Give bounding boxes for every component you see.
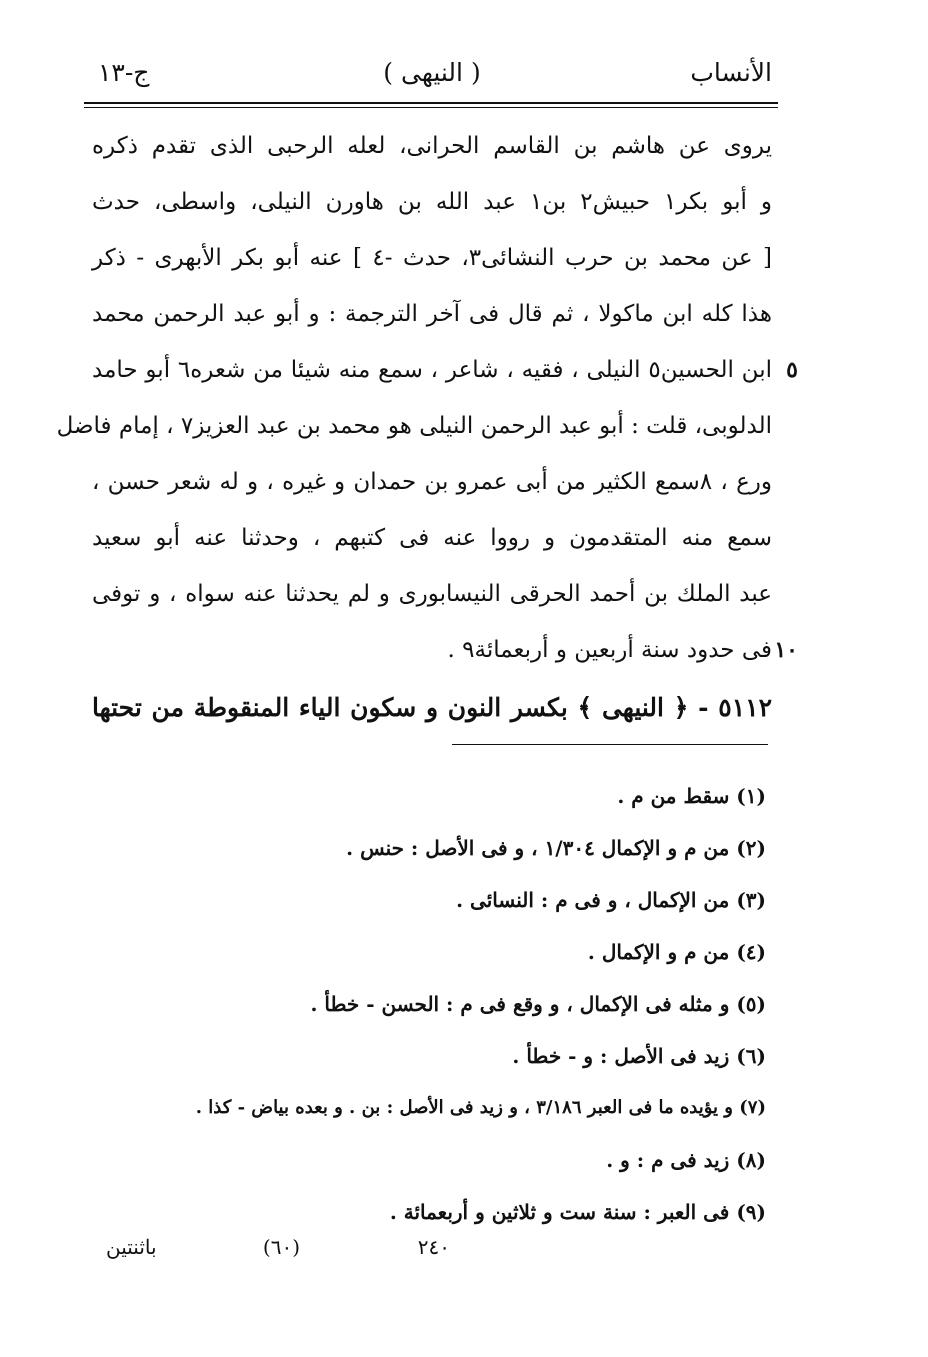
main-text: [56, 118, 798, 678]
footnote: (٢) من م و الإكمال ١/٣٠٤ ، و فى الأصل : حنس .: [346, 836, 766, 860]
signature-mark: (٦٠): [262, 1235, 300, 1259]
text-line: [92, 230, 772, 286]
entry-heading-line: ٥١١٢ - ﴿ النيهى ﴾ بكسر النون و سكون الياء المنقوطة من تحتها: [92, 693, 772, 722]
line-text: الدلوبى، قلت : أبو عبد الرحمن النيلى هو محمد بن عبد العزيز٧ ، إمام فاضل: [56, 413, 772, 439]
line-text: فى حدود سنة أربعين و أربعمائة٩ .: [447, 637, 772, 663]
text-line: [92, 342, 798, 398]
footnote: (١) سقط من م .: [617, 784, 766, 808]
text-line: [92, 286, 772, 342]
line-number: ١٠: [774, 637, 798, 663]
footnote: (٤) من م و الإكمال .: [587, 940, 766, 964]
line-text: هذا كله ابن ماكولا ، ثم قال فى آخر الترجمة : و أبو عبد الرحمن محمد: [92, 301, 772, 327]
footnote: (٦) زيد فى الأصل : و - خطأ .: [512, 1044, 766, 1068]
text-line: [92, 622, 798, 678]
footnotes: [80, 770, 766, 1238]
line-text: يروى عن هاشم بن القاسم الحرانى، لعله الرحبى الذى تقدم ذكره: [92, 133, 772, 159]
press-mark: باثنتين: [106, 1235, 157, 1259]
footnote: (٣) من الإكمال ، و فى م : النسائى .: [456, 888, 766, 912]
line-number: ٥: [786, 357, 798, 383]
footnote: (٨) زيد فى م : و .: [606, 1148, 766, 1172]
page-footer: [100, 1235, 780, 1265]
text-line: [92, 454, 772, 510]
running-header: [92, 58, 772, 98]
text-line: [56, 398, 772, 454]
line-text: و أبو بكر١ حبيش٢ بن١ عبد الله بن هاورن النيلى، واسطى، حدث: [92, 189, 772, 215]
page-number: ٢٤٠: [417, 1235, 450, 1259]
text-line: [92, 566, 772, 622]
text-line: [92, 510, 772, 566]
line-text: سمع منه المتقدمون و رووا عنه فى كتبهم ، وحدثنا عنه أبو سعيد: [92, 525, 772, 551]
line-text: ابن الحسين٥ النيلى ، فقيه ، شاعر ، سمع منه شيئا من شعره٦ أبو حامد: [92, 357, 772, 383]
volume-label: ج-١٣: [98, 58, 150, 87]
footnote: (٥) و مثله فى الإكمال ، و وقع فى م : الحسن - خطأ .: [310, 992, 766, 1016]
text-line: [92, 174, 772, 230]
footnote: (٧) و يؤيده ما فى العبر ٣/١٨٦ ، و زيد فى الأصل : بن . و بعده بياض - كذا .: [195, 1097, 766, 1118]
header-rule: [84, 102, 778, 104]
footnote: (٩) فى العبر : سنة ست و ثلاثين و أربعمائة .: [389, 1200, 766, 1224]
line-text: عبد الملك بن أحمد الحرقى النيسابورى و لم يحدثنا عنه سواه ، و توفى: [92, 581, 772, 607]
footnote-separator: [452, 744, 768, 745]
line-text: ورع ، ٨سمع الكثير من أبى عمرو بن حمدان و غيره ، و له شعر حسن ،: [92, 469, 773, 495]
entry-heading: ( النيهى ): [383, 58, 481, 87]
line-text: [ عن محمد بن حرب النشائى٣، حدث -٤ ] عنه أبو بكر الأبهرى - ذكر: [92, 245, 772, 271]
text-line: [92, 118, 772, 174]
header-rule-thin: [84, 107, 778, 108]
book-title: الأنساب: [690, 58, 772, 87]
